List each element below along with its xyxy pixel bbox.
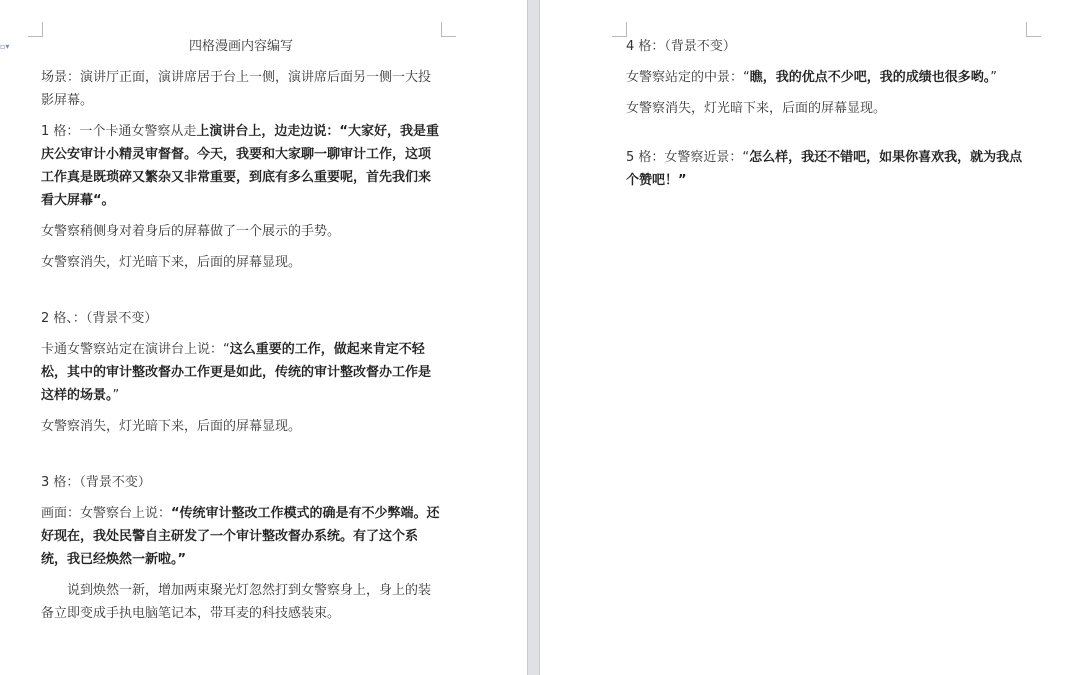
panel2-header: 2 格、：（背景不变）	[41, 311, 158, 326]
page-content	[41, 35, 441, 633]
spacer	[626, 128, 1026, 146]
scene-paragraph: 场景：演讲厅正面，演讲席居于台上一侧，演讲席后面另一侧一大投影屏幕。	[41, 70, 432, 108]
page-corner-mark	[612, 22, 627, 37]
panel3-header: 3 格：（背景不变）	[41, 475, 151, 490]
panel2-tail: ”	[112, 388, 120, 403]
panel1-action: 女警察稍侧身对着身后的屏幕做了一个展示的手势。	[41, 224, 341, 239]
panel3-dialogue: “传统审计整改工作模式的确是有不少弊端。还好现在，我处民警自主研发了一个审计整改督办系统。有了这个系统，我已经焕然一新啦。”	[41, 506, 440, 567]
panel4-dialogue: 瞧，我的优点不少吧，我的成绩也很多哟。	[749, 70, 991, 85]
panel4-fade: 女警察消失，灯光暗下来，后面的屏幕显现。	[626, 101, 887, 116]
panel4-tail: ”	[990, 70, 998, 85]
page-gutter	[527, 0, 540, 675]
panel5-lead: 5 格：女警察近景：“	[626, 150, 750, 165]
panel4-lead: 女警察站定的中景：“	[626, 70, 750, 85]
panel2-lead: 卡通女警察站定在演讲台上说：“	[41, 342, 230, 357]
page-corner-mark	[441, 22, 456, 37]
document-title: 四格漫画内容编写	[188, 39, 293, 54]
panel3-lead: 画面：女警察台上说：	[41, 506, 172, 521]
panel2-paragraph	[41, 338, 441, 407]
panel2-dialogue: 这么重要的工作，做起来肯定不轻松，其中的审计整改督办工作更是如此，传统的审计整改督办工作是这样的场景。	[41, 342, 432, 403]
page-content	[626, 35, 1026, 200]
panel1-lead: 1 格：一个卡通女警察从走	[41, 124, 197, 139]
spacer	[41, 446, 441, 471]
panel5-paragraph	[626, 146, 1026, 192]
panel3-extra: 说到焕然一新，增加两束聚光灯忽然打到女警察身上，身上的装备立即变成手执电脑笔记本，带耳麦的科技感装束。	[41, 583, 432, 621]
panel4-header: 4 格：（背景不变）	[626, 39, 736, 54]
gutter-edge	[527, 0, 528, 675]
document-page-left	[0, 0, 527, 675]
page-corner-mark	[1026, 22, 1041, 37]
document-page-right	[540, 0, 1067, 675]
panel1-fade: 女警察消失，灯光暗下来，后面的屏幕显现。	[41, 255, 302, 270]
panel2-fade: 女警察消失，灯光暗下来，后面的屏幕显现。	[41, 419, 302, 434]
panel3-paragraph	[41, 502, 441, 571]
panel1-paragraph	[41, 120, 441, 212]
margin-marker-icon: ▫▾	[0, 42, 10, 51]
panel5-dialogue: 怎么样，我还不错吧，如果你喜欢我，就为我点个赞吧！”	[626, 150, 1023, 188]
panel1-dialogue: 上演讲台上，边走边说：“大家好，我是重庆公安审计小精灵审督督。今天，我要和大家聊一聊审计工作，这项工作真是既琐碎又繁杂又非常重要，到底有多么重要呢，首先我们来看大屏幕“。	[41, 124, 439, 208]
panel4-paragraph	[626, 66, 1026, 89]
spacer	[41, 282, 441, 307]
